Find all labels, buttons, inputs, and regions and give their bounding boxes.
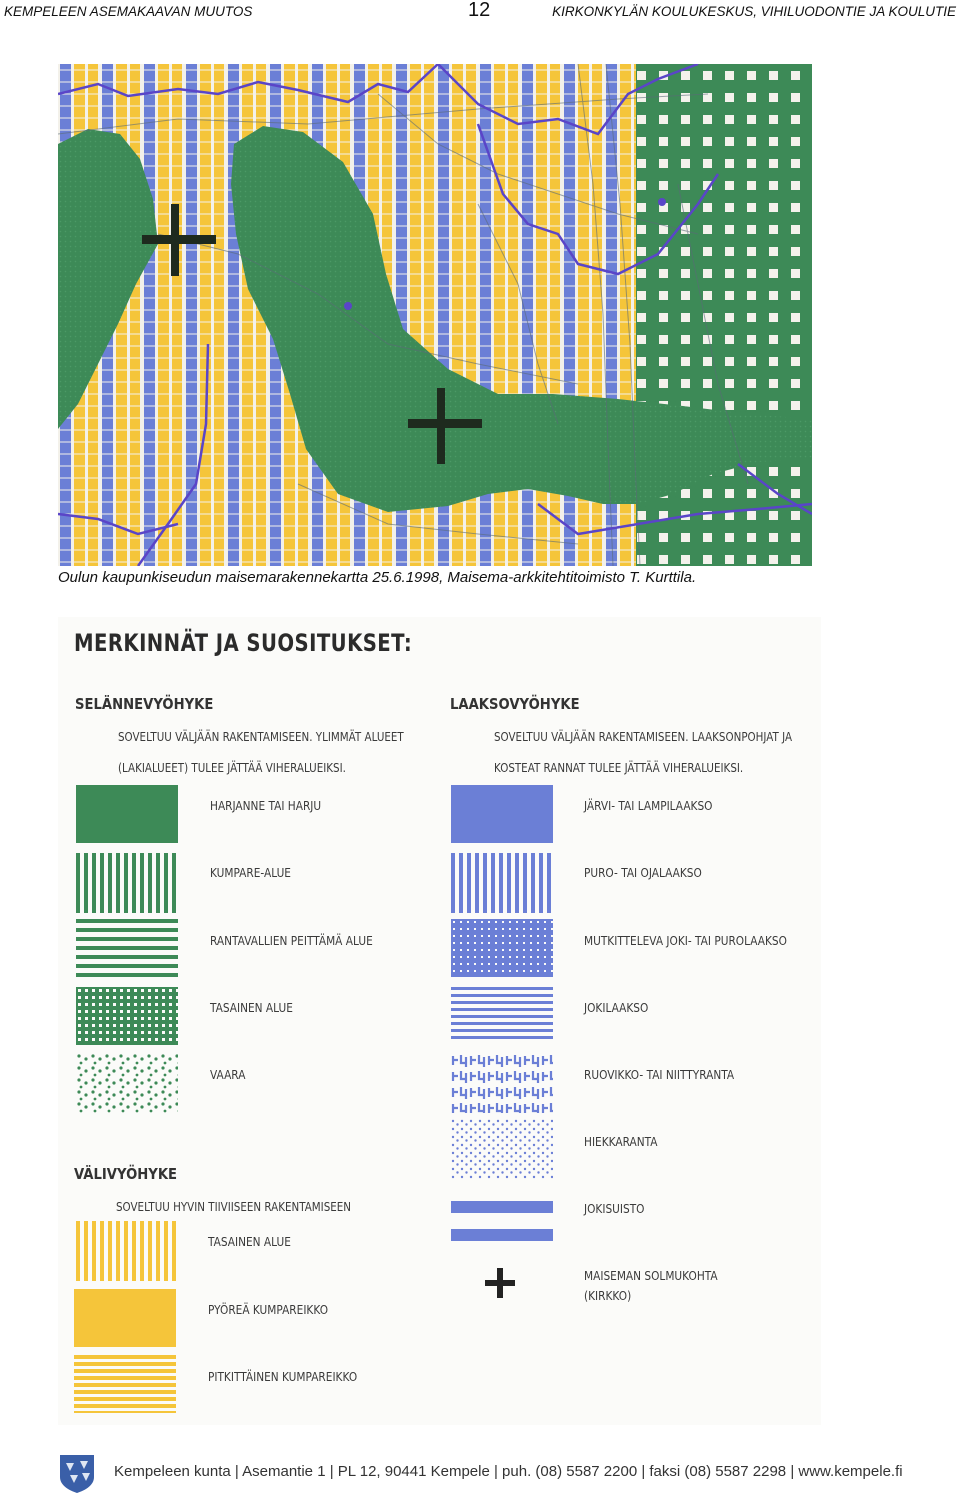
swatch-inter-pitkittainen	[74, 1355, 176, 1413]
intermediate-zone-title: VÄLIVYÖHYKE	[74, 1165, 178, 1183]
legend-label: RUOVIKKO- TAI NIITTYRANTA	[584, 1068, 735, 1082]
ridge-zone-desc-1: SOVELTUU VÄLJÄÄN RAKENTAMISEEN. YLIMMÄT ALUEET	[118, 730, 404, 744]
swatch-ridge-vaara	[76, 1053, 178, 1113]
valley-zone-desc-2: KOSTEAT RANNAT TULEE JÄTTÄÄ VIHERALUEIKSI.	[494, 761, 744, 775]
page-number: 12	[468, 0, 491, 21]
legend-title: MERKINNÄT JA SUOSITUKSET:	[74, 629, 413, 657]
page-footer	[58, 1453, 903, 1493]
ridge-zone-title: SELÄNNEVYÖHYKE	[75, 695, 214, 713]
legend-label-node-sub: (KIRKKO)	[584, 1289, 632, 1303]
legend-label: JOKILAAKSO	[584, 1001, 649, 1015]
legend-label: TASAINEN ALUE	[208, 1235, 291, 1249]
legend-label: HARJANNE TAI HARJU	[210, 799, 322, 813]
legend-label: PYÖREÄ KUMPAREIKKO	[208, 1303, 329, 1317]
map-caption: Oulun kaupunkiseudun maisemarakennekartta 25.6.1998, Maisema-arkkitehtitoimisto T. Kurttila.	[58, 569, 697, 586]
swatch-valley-puro	[451, 853, 553, 913]
swatch-ridge-tasainen	[76, 987, 178, 1045]
document-title: KEMPELEEN ASEMAKAAVAN MUUTOS	[4, 4, 253, 19]
swatch-ridge-harju	[76, 785, 178, 843]
swatch-valley-hiekkaranta	[451, 1119, 553, 1179]
legend-label: RANTAVALLIEN PEITTÄMÄ ALUE	[210, 934, 373, 948]
intermediate-zone-desc: SOVELTUU HYVIN TIIVIISEEN RAKENTAMISEEN	[116, 1200, 352, 1214]
ridge-zone-desc-2: (LAKIALUEET) TULEE JÄTTÄÄ VIHERALUEIKSI.	[118, 761, 346, 775]
landscape-map-image	[58, 64, 812, 566]
swatch-ridge-kumpare	[76, 853, 178, 913]
swatch-inter-pyorea	[74, 1289, 176, 1347]
swatch-valley-ruovikko	[451, 1053, 553, 1113]
valley-zone-desc-1: SOVELTUU VÄLJÄÄN RAKENTAMISEEN. LAAKSONPOHJAT JA	[494, 730, 793, 744]
footer-contact: Kempeleen kunta | Asemantie 1 | PL 12, 90441 Kempele | puh. (08) 5587 2200 | faksi (08) 5587 2298 | www.kempele.fi	[114, 1463, 903, 1480]
landscape-node-cross-icon	[485, 1268, 515, 1298]
landscape-map	[58, 64, 812, 566]
map-legend	[58, 617, 821, 1425]
legend-label: PITKITTÄINEN KUMPAREIKKO	[208, 1370, 358, 1384]
municipality-crest-icon	[58, 1453, 96, 1493]
page-header	[0, 0, 960, 26]
legend-label: VAARA	[210, 1068, 246, 1082]
legend-label: PURO- TAI OJALAAKSO	[584, 866, 702, 880]
legend-label-node: MAISEMAN SOLMUKOHTA	[584, 1269, 718, 1283]
valley-zone-title: LAAKSOVYÖHYKE	[450, 695, 580, 713]
swatch-valley-jokisuisto	[451, 1201, 553, 1243]
swatch-valley-mutkitteleva	[451, 919, 553, 977]
legend-label: HIEKKARANTA	[584, 1135, 658, 1149]
swatch-valley-jarvi	[451, 785, 553, 843]
swatch-ridge-rantavalli	[76, 919, 178, 977]
legend-label: JÄRVI- TAI LAMPILAAKSO	[584, 799, 713, 813]
legend-label: KUMPARE-ALUE	[210, 866, 291, 880]
swatch-inter-tasainen	[76, 1221, 178, 1281]
legend-label: JOKISUISTO	[584, 1202, 645, 1216]
legend-label: MUTKITTELEVA JOKI- TAI PUROLAAKSO	[584, 934, 787, 948]
swatch-valley-jokilaakso	[451, 987, 553, 1043]
document-subtitle: KIRKONKYLÄN KOULUKESKUS, VIHILUODONTIE JA KOULUTIE	[552, 4, 956, 19]
legend-label: TASAINEN ALUE	[210, 1001, 293, 1015]
